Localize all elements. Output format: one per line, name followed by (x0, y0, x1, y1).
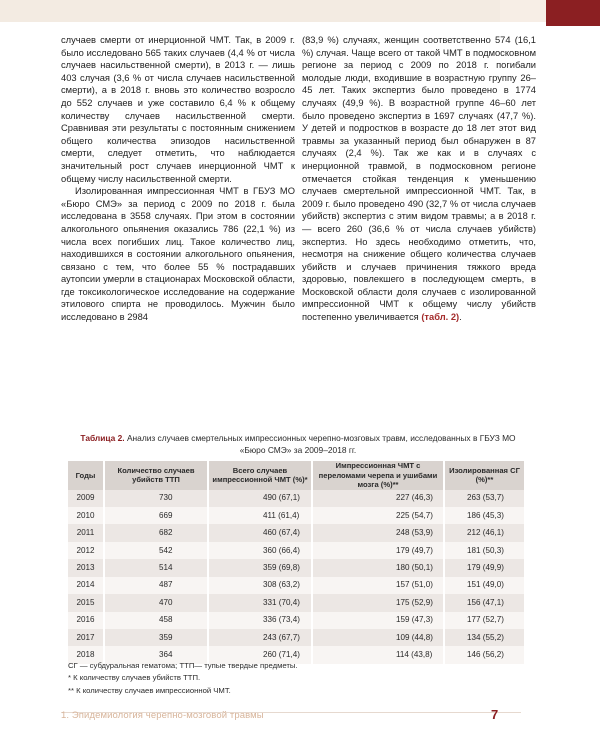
cell-total: 411 (61,4) (208, 507, 312, 524)
cell-total: 308 (63,2) (208, 577, 312, 594)
cell-fractures: 227 (46,3) (312, 490, 444, 507)
table-footnotes (68, 660, 528, 697)
cell-tpp: 542 (104, 542, 208, 559)
cell-fractures: 114 (43,8) (312, 646, 444, 663)
header-fractures: Импрессионная ЧМТ с переломами черепа и ушибами мозга (%)** (312, 461, 444, 490)
cell-isolated-sg: 156 (47,1) (444, 594, 524, 611)
cell-year: 2018 (68, 646, 104, 663)
right-text-column (302, 34, 536, 324)
table-header-row (68, 461, 524, 490)
cell-fractures: 109 (44,8) (312, 629, 444, 646)
header-isolated-sg: Изолированная СГ (%)** (444, 461, 524, 490)
table-row (68, 490, 524, 507)
left-text-column (61, 34, 295, 324)
footer-section-title: 1. Эпидемиология черепно-мозговой травмы (61, 710, 264, 721)
left-paragraph-2: Изолированная импрессионная ЧМТ в ГБУЗ МО «Бюро СМЭ» за период с 2009 по 2018 г. была исследована в 3558 случаях. При этом в состоянии алкогольного опьянения оказались 786 (22,1 %) из числа всех погибших лиц. Такое количество лиц, находившихся в состоянии алкогольного опьянения, связано с тем, что более 55 % пострадавших аутопсии умерли в стационарах Московской области, где токсикологическое исследование на содержание этилового спирта не проводилось. Мужчин было исследовано в 2984 (61, 186, 295, 323)
cell-total: 331 (70,4) (208, 594, 312, 611)
header-tpp-count: Количество случаев убийств ТТП (104, 461, 208, 490)
cell-fractures: 175 (52,9) (312, 594, 444, 611)
table-2-reference-link[interactable]: (табл. 2) (421, 312, 460, 323)
cell-tpp: 487 (104, 577, 208, 594)
cell-year: 2016 (68, 612, 104, 629)
cell-year: 2017 (68, 629, 104, 646)
right-paragraph-1-text: (83,9 %) случаях, женщин соответственно 574 (16,1 %) случая. Чаще всего от такой ЧМТ в подмосковном регионе за период с 2009 по 2018 г. погибали молодые люди, входившие в возрастную группу 26–45 лет. Таких экспертиз было проведено в 1774 случаях (49,9 %). В возрастной группе 46–60 лет было проведено экспертиз в 1697 случаях (47,7 %). У детей и подростков в возрасте до 18 лет этот вид травмы за указанный период был обнаружен в 87 случаях (2,4 %). Так же как и в случаях с инерционной травмой, в подмосковном регионе отмечается стойкая тенденция к уменьшению случаев смертельной импрессионной ЧМТ. Так, в 2009 г. было проведено 490 (32,7 % от числа случаев убийств) экспертиз с этим видом травмы; а в 2018 г. — всего 260 (36,6 % от числа случаев убийств) экспертиз. Но здесь необходимо отметить, что, несмотря на снижение общего количества случаев убийств и случаев причинения тяжкого вреда здоровью, повлекшего в последующем смерть, в Московской области доля случаев с изолированной импрессионной ЧМТ к общему числу убийств постепенно увеличивается (302, 35, 536, 323)
cell-isolated-sg: 186 (45,3) (444, 507, 524, 524)
table-caption-label: Таблица 2. (80, 433, 125, 443)
table-row (68, 542, 524, 559)
cell-year: 2009 (68, 490, 104, 507)
header-total: Всего случаев импрессионной ЧМТ (%)* (208, 461, 312, 490)
cell-isolated-sg: 212 (46,1) (444, 524, 524, 541)
footnote-single-asterisk: * К количеству случаев убийств ТТП. (68, 673, 201, 683)
cell-total: 360 (66,4) (208, 542, 312, 559)
table-caption (68, 433, 528, 456)
cell-tpp: 359 (104, 629, 208, 646)
right-paragraph-1 (302, 34, 536, 324)
cell-year: 2015 (68, 594, 104, 611)
header-year: Годы (68, 461, 104, 490)
cell-isolated-sg: 179 (49,9) (444, 559, 524, 576)
cell-isolated-sg: 181 (50,3) (444, 542, 524, 559)
cell-isolated-sg: 134 (55,2) (444, 629, 524, 646)
cell-tpp: 730 (104, 490, 208, 507)
cell-tpp: 470 (104, 594, 208, 611)
page-number: 7 (491, 707, 499, 722)
table-row (68, 594, 524, 611)
cell-year: 2010 (68, 507, 104, 524)
left-paragraph-1: случаев смерти от инерционной ЧМТ. Так, в 2009 г. было исследовано 565 таких случаев (4,4 % от числа случаев насильственной смерти), в 2013 г. — лишь 403 случая (3,6 % от числа случаев насильственной смерти), а в 2018 г. вновь это количество возросло до 552 случаев и уже составило 6,4 % к общему количеству случаев насильственной смерти. Сравнивая эти результаты с постоянным снижением общего количества эпизодов насильственной смерти, следует отметить, что наблюдается значительный рост случаев инерционной ЧМТ к общему числу насильственной смерти. (61, 35, 295, 184)
cell-year: 2013 (68, 559, 104, 576)
cell-total: 490 (67,1) (208, 490, 312, 507)
cell-total: 336 (73,4) (208, 612, 312, 629)
cell-total: 460 (67,4) (208, 524, 312, 541)
cell-fractures: 157 (51,0) (312, 577, 444, 594)
right-paragraph-1-end: . (459, 312, 462, 323)
table-caption-text: Анализ случаев смертельных импрессионных черепно-мозговых травм, исследованных в ГБУЗ МО «Бюро СМЭ» за 2009–2018 гг. (126, 433, 516, 455)
cell-tpp: 669 (104, 507, 208, 524)
cell-tpp: 458 (104, 612, 208, 629)
table-row (68, 629, 524, 646)
cell-isolated-sg: 263 (53,7) (444, 490, 524, 507)
cell-year: 2012 (68, 542, 104, 559)
cell-fractures: 248 (53,9) (312, 524, 444, 541)
table-row (68, 612, 524, 629)
top-decor-band-inner (0, 0, 500, 22)
chapter-corner-tab (546, 0, 600, 26)
cell-tpp: 364 (104, 646, 208, 663)
cell-year: 2011 (68, 524, 104, 541)
cell-fractures: 159 (47,3) (312, 612, 444, 629)
table-row (68, 524, 524, 541)
table-row (68, 507, 524, 524)
table-row (68, 559, 524, 576)
footnote-abbreviations: СГ — субдуральная гематома; ТТП— тупые твердые предметы. (68, 661, 298, 670)
cell-total: 260 (71,4) (208, 646, 312, 663)
cell-tpp: 514 (104, 559, 208, 576)
cell-isolated-sg: 177 (52,7) (444, 612, 524, 629)
cell-fractures: 179 (49,7) (312, 542, 444, 559)
footnote-double-asterisk: ** К количеству случаев импрессионной ЧМТ. (68, 685, 231, 695)
data-table (68, 461, 524, 664)
cell-isolated-sg: 146 (56,2) (444, 646, 524, 663)
cell-isolated-sg: 151 (49,0) (444, 577, 524, 594)
cell-fractures: 180 (50,1) (312, 559, 444, 576)
cell-fractures: 225 (54,7) (312, 507, 444, 524)
cell-total: 359 (69,8) (208, 559, 312, 576)
cell-tpp: 682 (104, 524, 208, 541)
table-row (68, 577, 524, 594)
cell-year: 2014 (68, 577, 104, 594)
cell-total: 243 (67,7) (208, 629, 312, 646)
